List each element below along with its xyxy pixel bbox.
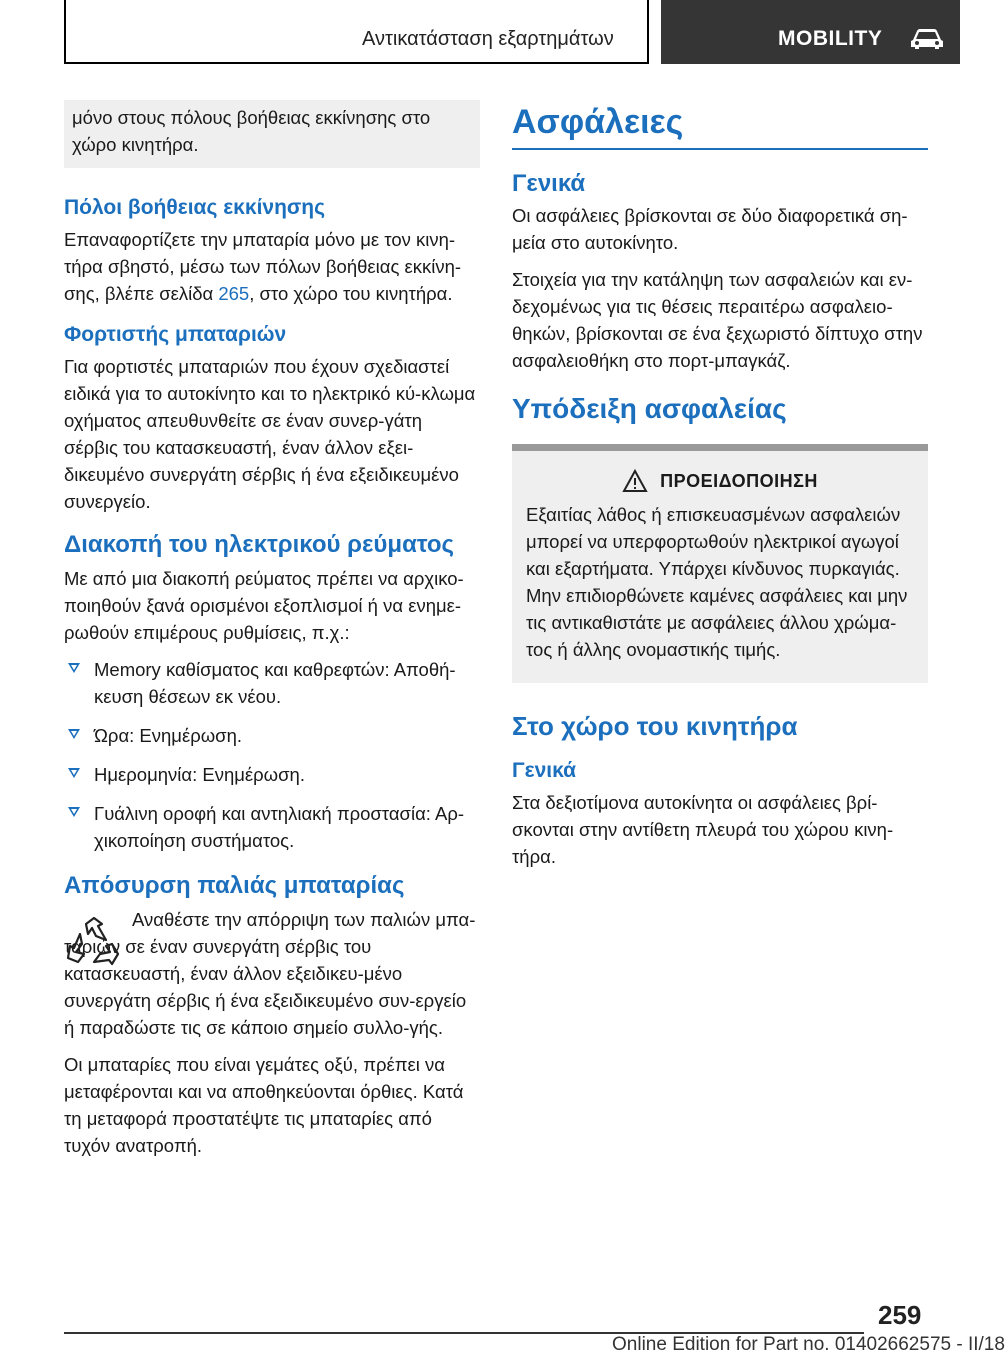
list-item-text: Γυάλινη οροφή και αντηλιακή προστασία: Αρ-χικοποίηση συστήματος. <box>94 803 465 851</box>
disposal-text-2: Οι μπαταρίες που είναι γεμάτες οξύ, πρέπει να μεταφέρονται και να αποθηκεύονται όρθιες. Κατά τη μεταφορά προστατέψτε τις μπαταρίες από τυχόν ανατροπή. <box>64 1054 464 1156</box>
list-item <box>64 722 480 749</box>
footer-edition: Online Edition for Part no. 01402662575 - II/18 <box>612 1334 1005 1355</box>
fuses-title: Ασφάλειες <box>512 102 928 150</box>
disposal-heading: Απόσυρση παλιάς μπαταρίας <box>64 872 405 899</box>
left-column <box>64 100 480 1169</box>
engine-compartment-heading: Στο χώρο του κινητήρα <box>512 711 798 741</box>
warning-box <box>512 444 928 683</box>
disposal-text: Αναθέστε την απόρριψη των παλιών μπα-ταριών σε έναν συνεργάτη σέρβις του κατασκευαστή, έναν άλλον εξειδικευ-μένο συνεργάτη σέρβις ή ένα εξειδικευμένο συν-εργείο ή παραδώστε τις σε κάποιο σημείο συλλο-γής. <box>64 909 476 1038</box>
warning-header <box>526 469 914 493</box>
recycle-icon <box>64 914 124 974</box>
list-item <box>64 761 480 788</box>
header-mobility-tab <box>661 0 960 64</box>
power-interruption-heading: Διακοπή του ηλεκτρικού ρεύματος <box>64 531 455 558</box>
mobility-label: MOBILITY <box>778 27 883 50</box>
jump-text-after: , στο χώρο του κινητήρα. <box>249 283 453 304</box>
fuses-general-heading: Γενικά <box>512 170 586 197</box>
jump-start-heading: Πόλοι βοήθειας εκκίνησης <box>64 196 326 219</box>
intro-box <box>64 100 480 168</box>
warning-text: Εξαιτίας λάθος ή επισκευασμένων ασφαλειών μπορεί να υπερφορτωθούν ηλεκτρικοί αγωγοί και εξαρτήματα. Υπάρχει κίνδυνος πυρκαγιάς. Μην επιδιορθώνετε καμένες ασφάλειες και μην τις αντικαθιστάτε με ασφάλειες άλλου χρώμα-τος ή άλλης ονομαστικής τιμής. <box>526 504 908 660</box>
page-number: 259 <box>878 1300 922 1330</box>
warning-triangle-icon <box>622 469 648 493</box>
jump-text-before: Επαναφορτίζετε την μπαταρία μόνο με τον κινη-τήρα σβηστό, μέσω των πόλων βοήθειας εκκίνη-σης, βλέπε σελίδα <box>64 229 462 304</box>
power-interruption-text: Με από μια διακοπή ρεύματος πρέπει να αρχικο-ποιηθούν ξανά ορισμένοι εξοπλισμοί ή να ενημε-ρωθούν επιμέρους ρυθμίσεις, π.χ.: <box>64 568 464 643</box>
fuses-general-text-2: Στοιχεία για την κατάληψη των ασφαλειών και εν-δεχομένως για τις θέσεις περαιτέρω ασφαλειο-θηκών, βρίσκονται σε ένα ξεχωριστό δίπτυχο στην ασφαλειοθήκη στο πορτ-μπαγκάζ. <box>512 269 923 371</box>
bullet-triangle-icon <box>68 729 80 739</box>
warning-title: ΠΡΟΕΙΔΟΠΟΙΗΣΗ <box>660 470 818 491</box>
header-section-title: Αντικατάσταση εξαρτημάτων <box>362 28 614 50</box>
bullet-triangle-icon <box>68 768 80 778</box>
list-item <box>64 800 480 854</box>
safety-notice-heading: Υπόδειξη ασφαλείας <box>512 393 787 424</box>
engine-general-text: Στα δεξιοτίμονα αυτοκίνητα οι ασφάλειες βρί-σκονται στην αντίθετη πλευρά του χώρου κινη-τήρα. <box>512 792 894 867</box>
bullet-triangle-icon <box>68 663 80 673</box>
list-item <box>64 656 480 710</box>
page-link-265[interactable]: 265 <box>218 283 250 304</box>
list-item-text: Memory καθίσματος και καθρεφτών: Αποθή-κευση θέσεων εκ νέου. <box>94 659 456 707</box>
jump-start-text <box>64 226 480 307</box>
charger-text: Για φορτιστές μπαταριών που έχουν σχεδιαστεί ειδικά για το αυτοκίνητο και το ηλεκτρικό κύ-κλωμα οχήματος απευθυνθείτε σε έναν συνερ-γάτη σέρβις του κατασκευαστή, έναν άλλον εξει-δικευμένο συνεργάτη σέρβις ή ένα εξειδικευμένο συνεργείο. <box>64 356 476 512</box>
car-icon <box>909 26 945 50</box>
list-item-text: Ημερομηνία: Ενημέρωση. <box>94 764 305 785</box>
disposal-block <box>64 906 480 1041</box>
bullet-triangle-icon <box>68 807 80 817</box>
intro-text: μόνο στους πόλους βοήθειας εκκίνησης στο χώρο κινητήρα. <box>72 107 431 155</box>
power-items-list <box>64 656 480 854</box>
charger-heading: Φορτιστής μπαταριών <box>64 323 287 346</box>
engine-general-heading: Γενικά <box>512 759 577 782</box>
right-column <box>512 100 928 880</box>
list-item-text: Ώρα: Ενημέρωση. <box>94 725 243 746</box>
fuses-general-text-1: Οι ασφάλειες βρίσκονται σε δύο διαφορετικά ση-μεία στο αυτοκίνητο. <box>512 205 908 253</box>
